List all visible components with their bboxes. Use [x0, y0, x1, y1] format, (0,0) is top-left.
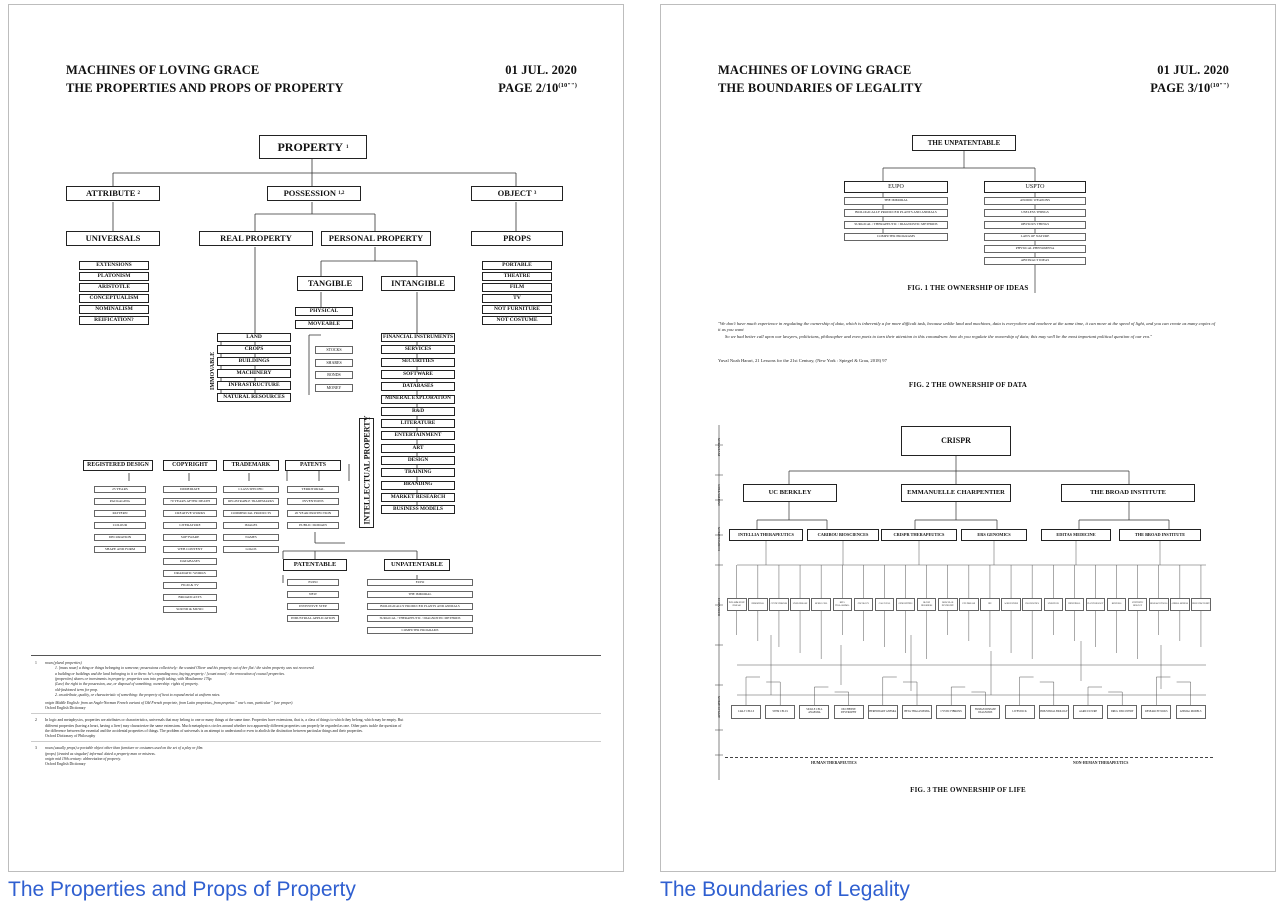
copyright-item: IMMEDIATE: [163, 486, 217, 493]
research-node: MUSCULAR DYSTROPHY: [938, 598, 958, 611]
ip-type: COPYRIGHT: [163, 460, 217, 471]
institution-node: THE BROAD INSTITUTE: [1061, 484, 1195, 502]
research-node: PLANT BIOLOGY: [1086, 598, 1106, 611]
trademark-item: CLASS SPECIFIC: [223, 486, 279, 493]
patentable-item: INVENTIVE STEP: [287, 603, 339, 610]
patents-item: INVENTIONS: [287, 498, 339, 505]
unpatentable-item: THE IMMORAL: [367, 591, 473, 598]
therapeutics-divider: [725, 757, 1213, 758]
intangible-item: FINANCIAL INSTRUMENTS: [381, 333, 455, 342]
footnote-line: 2. an attribute, quality, or characteristic of something: the property of heat to expand metal at uniform rates.: [55, 692, 221, 697]
footnote-source: Oxford English Dictionary: [45, 762, 86, 767]
footnote-line: the difference between the essential and the accidental properties of things. The problem of universals is an attempt to understand or even to abolish the distinction between particular things and their properties.: [45, 729, 363, 733]
intangible-item: ART: [381, 444, 455, 453]
header-series: MACHINES OF LOVING GRACE: [66, 63, 260, 77]
research-node: HIV: [980, 598, 1000, 611]
research-node: GENE EDITING: [896, 598, 916, 611]
node-uspto: USPTO: [984, 181, 1086, 193]
immovable-item: MACHINERY: [217, 369, 291, 378]
page-total: (10""): [1210, 81, 1229, 89]
research-node: LIVESTOCK: [1044, 598, 1064, 611]
research-node: INFLAMMATORY DISEASE: [727, 598, 747, 611]
props-item: NOT FURNITURE: [482, 305, 552, 314]
nonhuman-therapeutics-label: NON-HUMAN THERAPEUTICS: [1073, 761, 1129, 765]
footnote-line: different properties (having a heart, having a liver) may characterize the same extensions. Much metaphysics circles around whether two apparently different properties can properly be regarded as one. Other parts tackle the question of: [45, 723, 402, 728]
copyright-item: SOFTWARE: [163, 534, 217, 541]
research-node: BETA THALASSEMIA: [833, 598, 853, 611]
patentable-item: INDUSTRIAL APPLICATION: [287, 615, 339, 622]
fig3-caption: FIG. 3 THE OWNERSHIP OF LIFE: [910, 786, 1026, 794]
intangible-item: DESIGN: [381, 456, 455, 465]
node-patentable: PATENTABLE: [283, 559, 347, 571]
uspto-item: LAWS OF NATURE: [984, 233, 1086, 241]
application-node: CAR-T CELLS: [731, 705, 761, 719]
footnote-number: 1: [35, 661, 37, 665]
intangible-item: ENTERTAINMENT: [381, 431, 455, 440]
application-node: ANIMAL MODELS: [1176, 705, 1206, 719]
financial-item: BONDS: [315, 371, 353, 379]
document-page-properties: [8, 4, 624, 872]
footnote-number: 2: [35, 718, 37, 723]
uspto-item: OBVIOUS THINGS: [984, 221, 1086, 229]
registered-design-item: DECORATION: [94, 534, 146, 541]
institution-node: EMMANUELLE CHARPENTIER: [901, 484, 1011, 502]
human-therapeutics-label: HUMAN THERAPEUTICS: [811, 761, 857, 765]
props-item: TV: [482, 294, 552, 303]
node-crispr: CRISPR: [901, 426, 1011, 456]
props-item: NOT COSTUME: [482, 316, 552, 325]
footnote-line: noun (plural properties): [45, 661, 82, 665]
quote-source: Yuval Noah Harari, 21 Lessons for the 21st Century, (New York : Spiegel & Grau, 2018) 97: [718, 358, 887, 363]
patents-item: TERRITORIAL: [287, 486, 339, 493]
universals-item: REIFICATION?: [79, 316, 149, 325]
immovable-item: INFRASTRUCTURE: [217, 381, 291, 390]
unpatentable-item: BIOLOGICALLY PRODUCED PLANTS AND ANIMALS: [367, 603, 473, 610]
intangible-item: SOFTWARE: [381, 370, 455, 379]
copyright-item: BROADCASTS: [163, 594, 217, 601]
intangible-item: SECURITIES: [381, 358, 455, 367]
trademark-item: NAMES: [223, 534, 279, 541]
research-node: ANIMAL MODELS: [1170, 598, 1190, 611]
application-node: HUMAN DISEASE DIAGNOSIS: [970, 705, 1000, 719]
quote-part-1: "We don't have much experience in regulating the ownership of data, which is inherently a far more difficult task, because unlike land and machines, data is everywhere and nowhere at the same time, it can move at the speed of light, and you can create as many copies of it as you want: [718, 321, 1216, 333]
uspto-item: ABSTRACT IDEAS: [984, 257, 1086, 265]
page-total: (10""): [558, 81, 577, 89]
research-node: BIOFUELS: [1107, 598, 1127, 611]
intangible-item: LITERATURE: [381, 419, 455, 428]
application-node: RESEARCH TOOLS: [1141, 705, 1171, 719]
footnote-number: 3: [35, 746, 37, 751]
copyright-item: DRAMATIC WORKS: [163, 570, 217, 577]
uspto-item: PHYSICAL PHENOMENA: [984, 245, 1086, 253]
research-node: DIAGNOSTICS: [1022, 598, 1042, 611]
registered-design-item: 25 YEARS: [94, 486, 146, 493]
eupo-item: BIOLOGICALLY PRODUCED PLANTS AND ANIMALS: [844, 209, 948, 217]
uspto-item: ATOMIC WEAPONS: [984, 197, 1086, 205]
node-possession: POSSESSION 1,2: [267, 186, 361, 201]
corporation-node: CARIBOU BIOSCIENCES: [807, 529, 879, 541]
copyright-item: FILM & TV: [163, 582, 217, 589]
research-node: SICKLE CELL: [811, 598, 831, 611]
footnote-line: (properties) shares or investments in property: properties was into profit taking, with Mostlanone 176p.: [55, 676, 213, 681]
quote-part-2: So we had better call upon our lawyers, politicians, philosopher and even poets to turn their attention to this conundrum: how do you regulate the ownership of data; this may well be the most important political question of our era.": [724, 333, 1153, 339]
fig3-row-label: INSTITUTION: [717, 484, 721, 506]
footnote-line: origin Middle English: from an Anglo-Norman French variant of Old French propriete, from Latin proprietas, from proprius '' one's own, particular '' (see proper).: [45, 701, 294, 706]
page-number: PAGE 2/10: [498, 81, 559, 95]
copyright-item: LITERATURE: [163, 522, 217, 529]
node-props: PROPS: [471, 231, 563, 246]
node-universals: UNIVERSALS: [66, 231, 160, 246]
universals-item: CONCEPTUALISM: [79, 294, 149, 303]
immovable-item: BUILDINGS: [217, 357, 291, 366]
intangible-item: MARKET RESEARCH: [381, 493, 455, 502]
corporation-node: INTELLIA THERAPEUTICS: [729, 529, 803, 541]
node-tangible: TANGIBLE: [297, 276, 363, 291]
header-title: THE BOUNDARIES OF LEGALITY: [718, 81, 923, 95]
patents-item: PUBLIC DOMAIN: [287, 522, 339, 529]
research-node: ONCOLOGY: [854, 598, 874, 611]
corporation-node: THE BROAD INSTITUTE: [1119, 529, 1201, 541]
universals-item: ARISTOTLE: [79, 283, 149, 292]
copyright-item: DATABASES: [163, 558, 217, 565]
registered-design-item: PACKAGING: [94, 498, 146, 505]
fig2-caption: FIG. 2 THE OWNERSHIP OF DATA: [908, 381, 1028, 389]
uspto-item: USELESS THINGS: [984, 209, 1086, 217]
application-node: STEM CELLS: [765, 705, 795, 719]
header-title: THE PROPERTIES AND PROPS OF PROPERTY: [66, 81, 344, 95]
corporation-node: ERS GENOMICS: [961, 529, 1027, 541]
research-node: CAR-T CELL: [875, 598, 895, 611]
unpatentable-item: COMPUTER PROGRAMS: [367, 627, 473, 634]
immovable-label: IMMOVABLE: [210, 351, 217, 391]
research-node: CYSTIC FIBROSIS: [769, 598, 789, 611]
node-unpatentable: UNPATENTABLE: [384, 559, 450, 571]
application-node: DRUG DISCOVERY: [1107, 705, 1137, 719]
application-node: LIVESTOCK: [1005, 705, 1035, 719]
intellectual-property-label: INTELLECTUAL PROPERTY: [362, 415, 372, 525]
document-page-legality: [660, 4, 1276, 872]
intangible-item: SERVICES: [381, 345, 455, 354]
notes-rule: [31, 655, 601, 656]
intangible-item: BRANDING: [381, 481, 455, 490]
footnote-source: Oxford Dictionary of Philosophy: [45, 734, 96, 739]
tangible-item: PHYSICAL: [295, 307, 353, 316]
ip-type: TRADEMARK: [223, 460, 279, 471]
application-node: BETA THALASSEMIA: [902, 705, 932, 719]
research-node: SYNTHETIC BIOLOGY: [1128, 598, 1148, 611]
research-node: HEMOPHILIA: [748, 598, 768, 611]
header-date: 01 JUL. 2020: [505, 63, 577, 77]
immovable-item: NATURAL RESOURCES: [217, 393, 291, 402]
footnote-line: In logic and metaphysics, properties are attributes or characteristics, universals that may belong to one or many things at the same time. Properties have extensions, that is, a class of things to which they belong, which may be empty. But: [45, 718, 404, 723]
caption-right[interactable]: The Boundaries of Legality: [660, 878, 910, 901]
header-series: MACHINES OF LOVING GRACE: [718, 63, 912, 77]
intangible-item: MINERAL EXPLORATION: [381, 395, 455, 404]
patentable-item: NEW: [287, 591, 339, 598]
props-item: PORTABLE: [482, 261, 552, 270]
intangible-item: DATABASES: [381, 382, 455, 391]
caption-left[interactable]: The Properties and Props of Property: [8, 878, 356, 901]
application-node: DUCHENNE DYSTROPHY: [834, 705, 864, 719]
registered-design-item: PATTERN: [94, 510, 146, 517]
eupo-item: SURGICAL / THERAPEUTIC / DIAGNOSTIC METHODS: [844, 221, 948, 229]
patents-item: 20 YEAR PROTECTION: [287, 510, 339, 517]
corporation-node: EDITAS MEDICINE: [1041, 529, 1111, 541]
eupo-item: COMPUTER PROGRAMS: [844, 233, 948, 241]
node-property: PROPERTY 1: [259, 135, 367, 159]
copyright-item: WEB CONTENT: [163, 546, 217, 553]
node-intangible: INTANGIBLE: [381, 276, 455, 291]
fig3-row-label: RESEARCH: [717, 598, 721, 616]
institution-node: UC BERKLEY: [743, 484, 837, 502]
immovable-item: LAND: [217, 333, 291, 342]
node-real-property: REAL PROPERTY: [199, 231, 313, 246]
footnote-line: old-fashioned term for prop.: [55, 687, 99, 692]
eupo-item: THE IMMORAL: [844, 197, 948, 205]
application-node: AGRICULTURE: [1073, 705, 1103, 719]
props-item: FILM: [482, 283, 552, 292]
trademark-item: REGISTRABLE TRADEMARKS: [223, 498, 279, 505]
research-node: BLOOD DISORDERS: [917, 598, 937, 611]
tangible-item: MOVEABLE: [295, 320, 353, 329]
unpatentable-item: EUPO: [367, 579, 473, 586]
immovable-item: CROPS: [217, 345, 291, 354]
universals-item: EXTENSIONS: [79, 261, 149, 270]
footnote-line: (Law) the right to the possession, use, or disposal of something; ownership: rights of property.: [55, 682, 199, 687]
trademark-item: IMAGES: [223, 522, 279, 529]
fig3-row-label: INVENTION: [717, 437, 721, 457]
corporation-node: CRISPR THERAPEUTICS: [881, 529, 957, 541]
footnote-source: Oxford English Dictionary: [45, 706, 86, 711]
node-personal-property: PERSONAL PROPERTY: [321, 231, 431, 246]
research-node: RESEARCH TOOLS: [1149, 598, 1169, 611]
footnote-line: noun (usually props) a portable object other than furniture or costumes used on the set of a play or film.: [45, 746, 204, 751]
financial-item: SHARES: [315, 359, 353, 367]
unpatentable-item: SURGICAL / THERAPEUTIC / DIAGNOSTIC METHODS: [367, 615, 473, 622]
intangible-item: R&D: [381, 407, 455, 416]
footnote-line: a building or buildings and the land belonging to it or them: he's expanding now, buying property / [count noun] : the renovation of council properties.: [55, 671, 285, 676]
universals-item: PLATONISM: [79, 272, 149, 281]
financial-item: MONEY: [315, 384, 353, 392]
copyright-item: CREATIVE WORKS: [163, 510, 217, 517]
node-attribute: ATTRIBUTE 2: [66, 186, 160, 201]
fig3-row-label: APPLICATION: [717, 695, 721, 719]
registered-design-item: COLOUR: [94, 522, 146, 529]
research-node: LIVER DISEASE: [790, 598, 810, 611]
research-node: DRUG DISCOVERY: [1191, 598, 1211, 611]
application-node: CYSTIC FIBROSIS: [936, 705, 966, 719]
node-eupo: EUPO: [844, 181, 948, 193]
footnote-line: (props) [treated as singular] informal. dated a property man or mistress.: [45, 751, 156, 756]
trademark-item: COMMERCIAL PRODUCTS: [223, 510, 279, 517]
application-node: SICKLE CELL ANAEMIA: [799, 705, 829, 719]
research-node: EYE DISEASE: [959, 598, 979, 611]
page-number: PAGE 3/10: [1150, 81, 1211, 95]
trademark-item: LOGOS: [223, 546, 279, 553]
fig1-caption: FIG. 1 THE OWNERSHIP OF IDEAS: [907, 284, 1029, 292]
node-object: OBJECT 3: [471, 186, 563, 201]
node-unpatentable-root: THE UNPATENTABLE: [912, 135, 1016, 151]
intangible-item: TRAINING: [381, 468, 455, 477]
research-node: INDUSTRIAL: [1065, 598, 1085, 611]
financial-item: STOCKS: [315, 346, 353, 354]
header-date: 01 JUL. 2020: [1157, 63, 1229, 77]
footnote-line: 1. [mass noun] a thing or things belonging to someone; possessions collectively: the wanted Oliver and his property out of her flat / the stolen property was not recovered.: [55, 666, 315, 671]
ip-type: REGISTERED DESIGN: [83, 460, 153, 471]
research-node: AGRICULTURE: [1001, 598, 1021, 611]
fig3-row-label: CORPORATION: [717, 526, 721, 552]
patentable-item: EUPO: [287, 579, 339, 586]
footnote-line: origin mid 19th century: abbreviation of property.: [45, 756, 121, 761]
registered-design-item: SHAPE AND FORM: [94, 546, 146, 553]
copyright-item: 70 YEARS AFTER DEATH: [163, 498, 217, 505]
ip-type: PATENTS: [285, 460, 341, 471]
universals-item: NOMINALISM: [79, 305, 149, 314]
copyright-item: SOUND & MUSIC: [163, 606, 217, 613]
intangible-item: BUSINESS MODELS: [381, 505, 455, 514]
footnote-separator: [31, 741, 601, 742]
harari-quote: [718, 321, 1218, 340]
application-node: HEREDITARY ANEMIA: [868, 705, 898, 719]
application-node: INDUSTRIAL BIOLOGY: [1039, 705, 1069, 719]
props-item: THEATRE: [482, 272, 552, 281]
footnote-separator: [31, 713, 601, 714]
